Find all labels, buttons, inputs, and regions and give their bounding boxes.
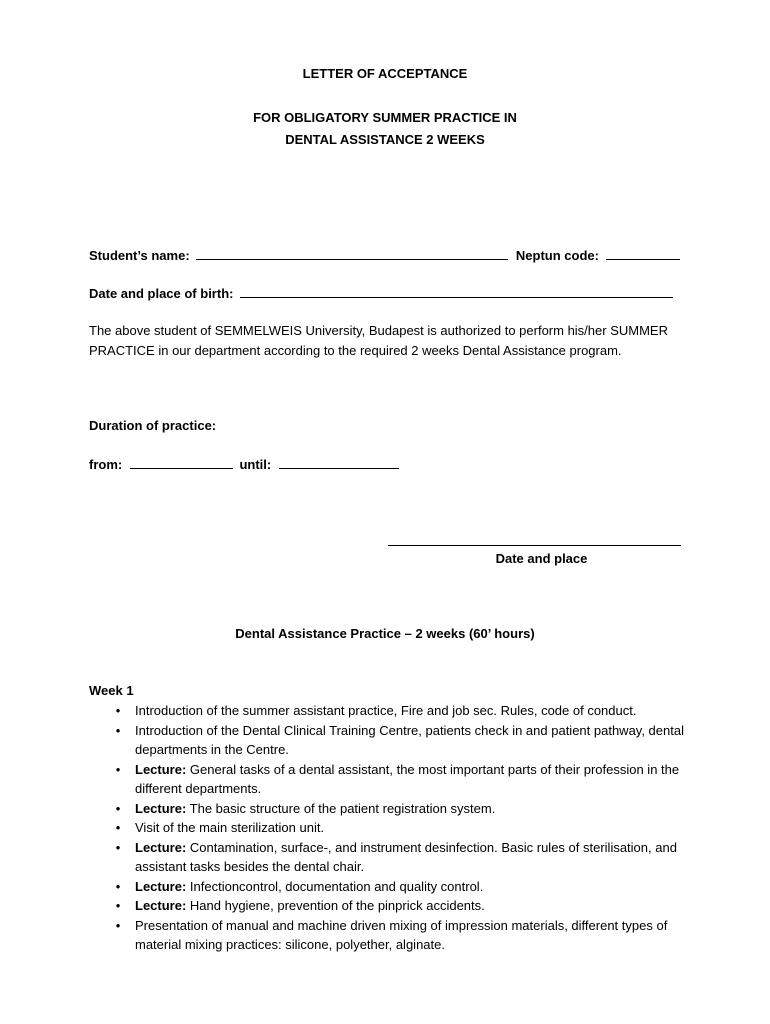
item-text: Introduction of the Dental Clinical Training Centre, patients check in and patient pathway, dental departments in the Centre.: [135, 722, 684, 757]
letter-subtitle-line1: FOR OBLIGATORY SUMMER PRACTICE IN: [253, 110, 517, 125]
from-label: from:: [89, 457, 123, 472]
bullet-icon: •: [115, 800, 121, 816]
student-name-label: Student’s name:: [89, 248, 190, 263]
duration-label: Duration of practice:: [89, 418, 217, 433]
neptun-code-field[interactable]: [606, 247, 680, 260]
from-date-field[interactable]: [130, 456, 233, 469]
list-item: [89, 896, 689, 916]
birth-field[interactable]: [240, 285, 673, 298]
item-text: Introduction of the summer assistant practice, Fire and job sec. Rules, code of conduct.: [135, 703, 637, 718]
letter-title: LETTER OF ACCEPTANCE: [302, 66, 468, 81]
bullet-icon: •: [115, 722, 121, 738]
authorization-paragraph: The above student of SEMMELWEIS University, Budapest is authorized to perform his/her SUMMER PRACTICE in our department according to the required 2 weeks Dental Assistance program.: [89, 323, 668, 358]
neptun-code-label: Neptun code:: [515, 248, 599, 263]
item-bold-prefix: Lecture:: [135, 761, 187, 777]
program-heading: Dental Assistance Practice – 2 weeks (60’ hours): [235, 626, 535, 641]
list-item: [89, 701, 689, 721]
week1-label: Week 1: [89, 683, 134, 698]
until-date-field[interactable]: [279, 456, 399, 469]
list-item: [89, 838, 689, 877]
item-bold-prefix: Lecture:: [135, 800, 187, 816]
item-bold-prefix: Lecture:: [135, 839, 187, 855]
list-item: [89, 721, 689, 760]
date-place-label: Date and place: [495, 551, 588, 566]
list-item: [89, 799, 689, 819]
list-item: [89, 877, 689, 897]
item-text: Contamination, surface-, and instrument desinfection. Basic rules of sterilisation, and assistant tasks besides the dental chair.: [135, 839, 677, 874]
bullet-icon: •: [115, 820, 121, 835]
student-name-field[interactable]: [196, 247, 508, 260]
student-name-row: [89, 247, 680, 263]
item-text: The basic structure of the patient registration system.: [186, 800, 496, 816]
list-item: [89, 916, 689, 955]
until-label: until:: [239, 457, 272, 472]
date-place-signature-line[interactable]: [388, 545, 681, 546]
list-item: [89, 760, 689, 799]
item-bold-prefix: Lecture:: [135, 898, 187, 913]
item-text: General tasks of a dental assistant, the most important parts of their profession in the different departments.: [135, 761, 680, 796]
list-item: [89, 818, 689, 838]
bullet-icon: •: [115, 839, 121, 855]
birth-row: [89, 285, 673, 301]
item-bold-prefix: Lecture:: [135, 878, 187, 894]
bullet-icon: •: [115, 898, 121, 913]
bullet-icon: •: [115, 917, 121, 933]
letter-subtitle-line2: DENTAL ASSISTANCE 2 WEEKS: [285, 132, 485, 147]
period-row: [89, 456, 399, 472]
week1-list: [89, 701, 689, 955]
item-text: Visit of the main sterilization unit.: [135, 820, 325, 835]
item-text: Hand hygiene, prevention of the pinprick accidents.: [186, 898, 485, 913]
bullet-icon: •: [115, 761, 121, 777]
birth-label: Date and place of birth:: [89, 286, 234, 301]
item-text: Infectioncontrol, documentation and quality control.: [186, 878, 484, 894]
bullet-icon: •: [115, 878, 121, 894]
item-text: Presentation of manual and machine driven mixing of impression materials, different types of material mixing practices: silicone, polyether, alginate.: [135, 917, 668, 952]
bullet-icon: •: [115, 703, 121, 718]
